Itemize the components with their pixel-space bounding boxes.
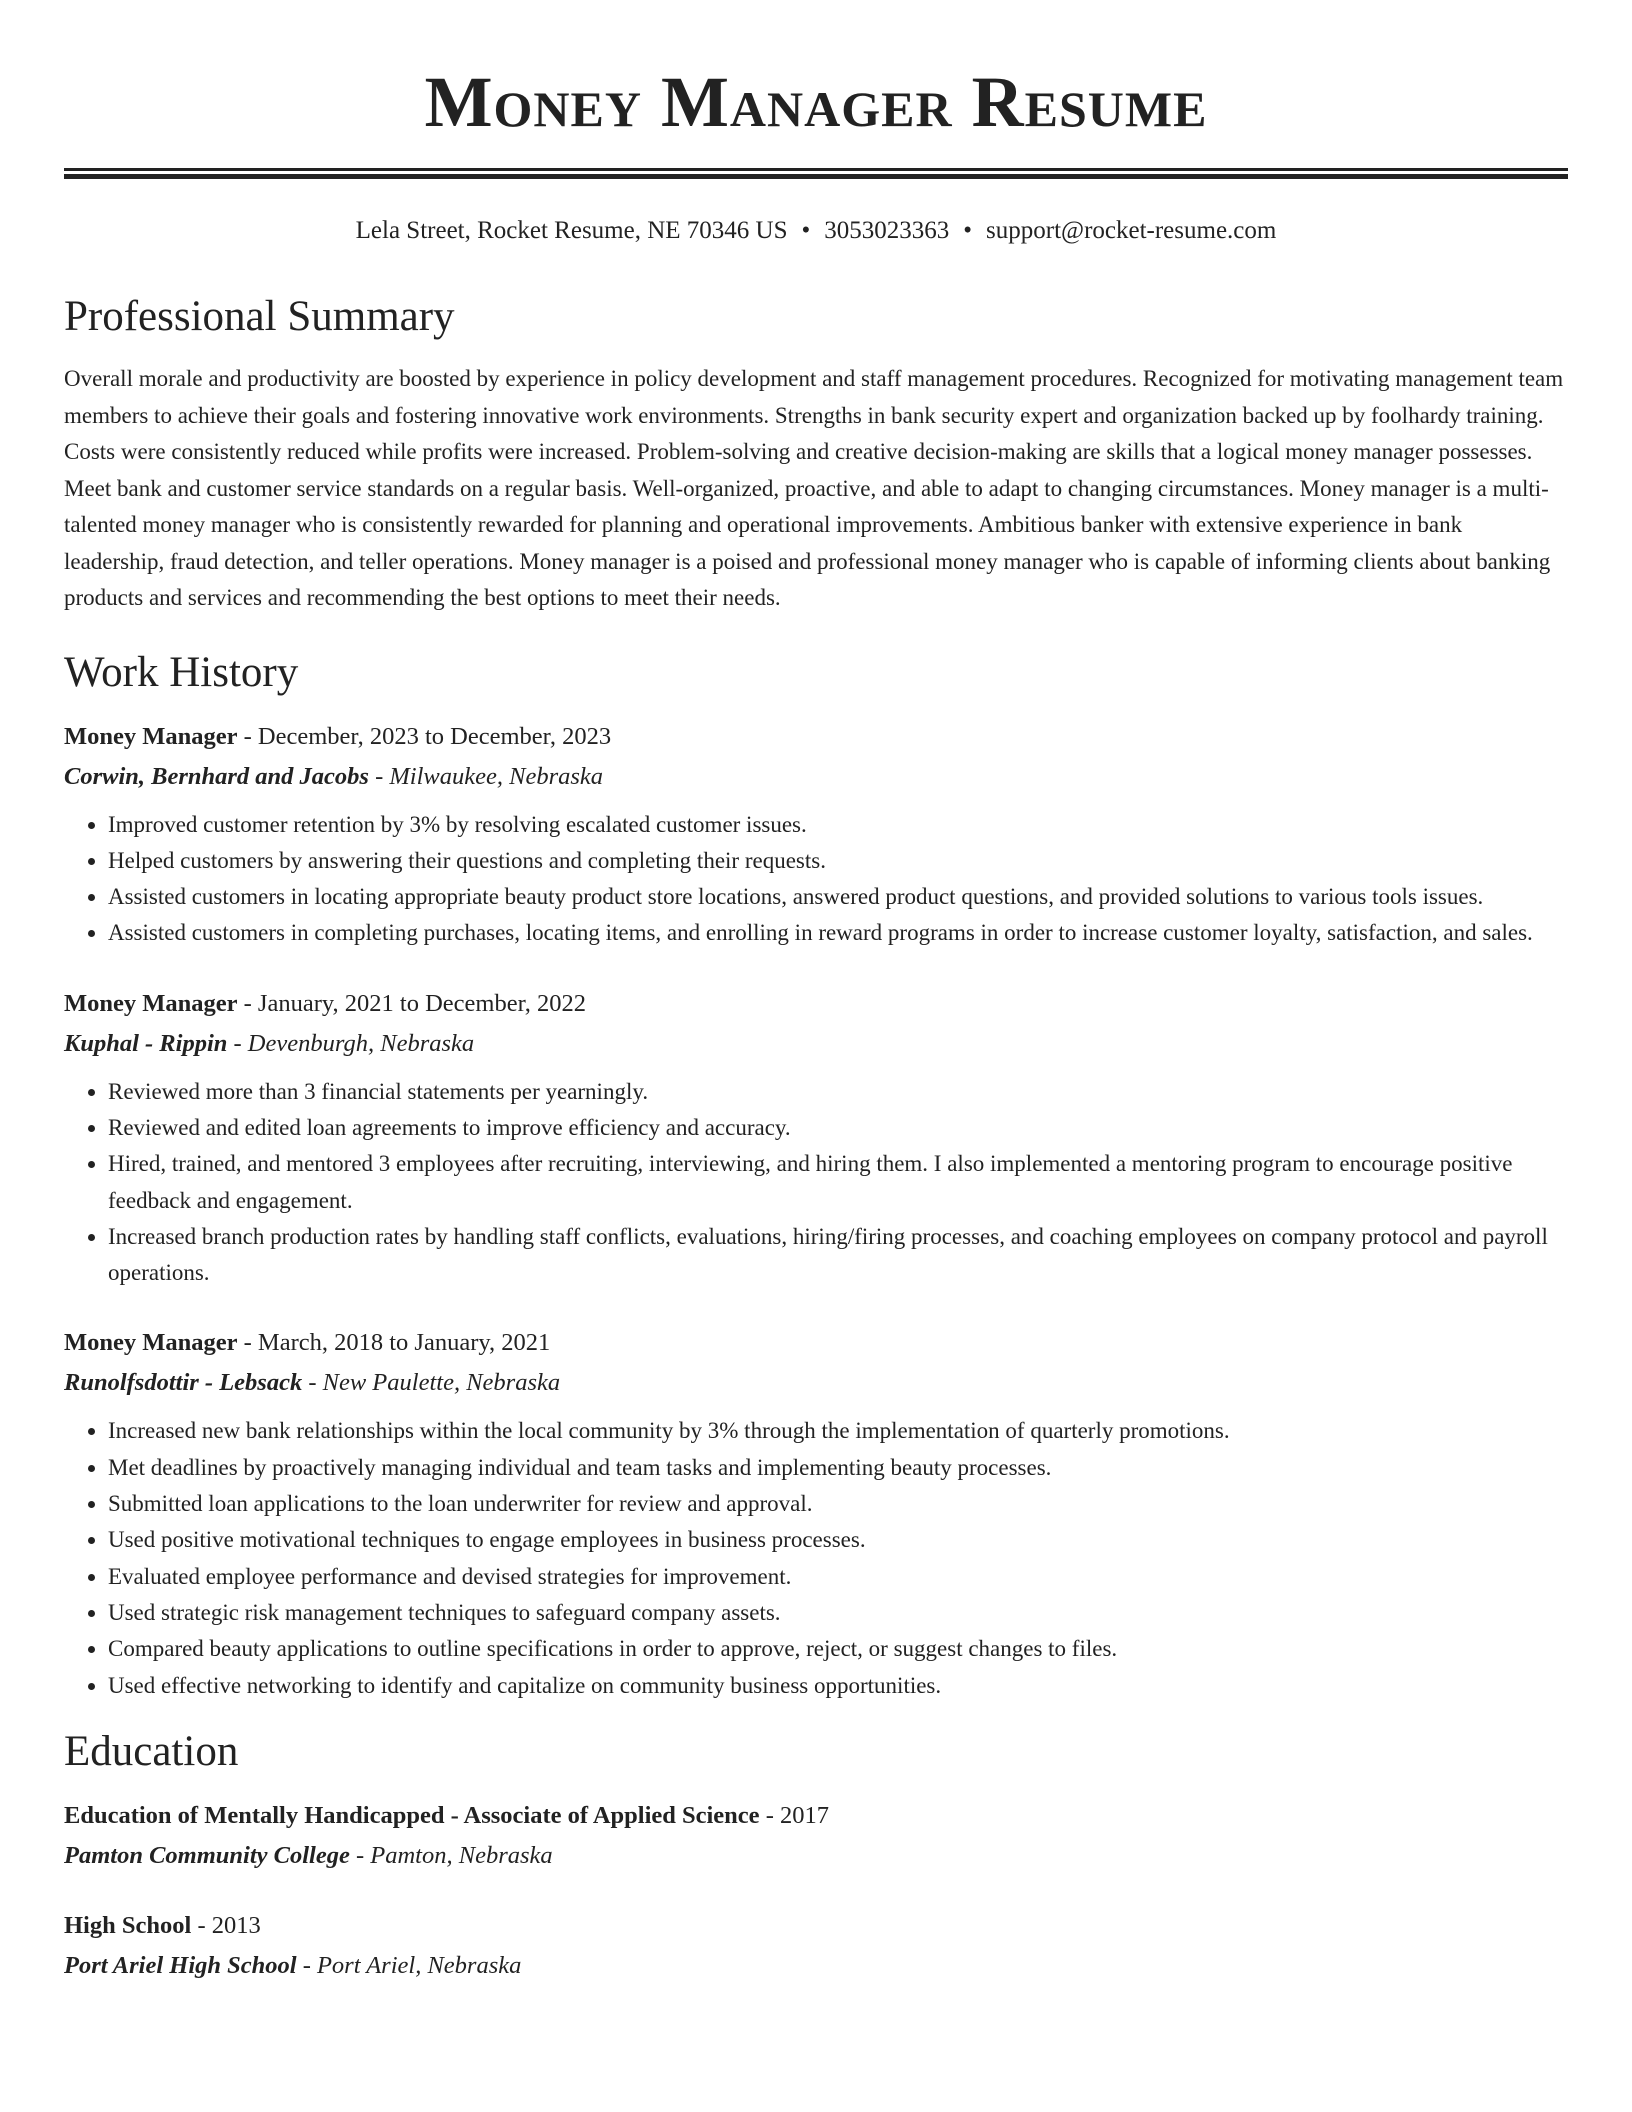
job-location: - Devenburgh, Nebraska bbox=[227, 1029, 475, 1057]
job-entry bbox=[64, 717, 1568, 952]
list-item: • Evaluated employee performance and devised strategies for improvement. bbox=[108, 1559, 1568, 1595]
job-company-line bbox=[64, 1024, 1568, 1064]
list-item: • Improved customer retention by 3% by resolving escalated customer issues. bbox=[108, 807, 1568, 843]
education-entry bbox=[64, 1906, 1568, 1986]
job-dates: - January, 2021 to December, 2022 bbox=[237, 989, 586, 1017]
education-degree: High School bbox=[64, 1911, 192, 1939]
contact-separator: • bbox=[801, 217, 811, 244]
work-history-heading: Work History bbox=[64, 648, 299, 696]
education-school-line bbox=[64, 1836, 1568, 1876]
job-company-line bbox=[64, 1363, 1568, 1403]
list-item: • Increased new bank relationships within the local community by 3% through the implementation of quarterly promotions. bbox=[108, 1413, 1568, 1449]
job-location: - Milwaukee, Nebraska bbox=[368, 762, 604, 790]
education-school-line bbox=[64, 1946, 1568, 1986]
education-school: Pamton Community College bbox=[64, 1841, 350, 1869]
job-title: Money Manager bbox=[64, 989, 238, 1017]
list-item: • Submitted loan applications to the loan underwriter for review and approval. bbox=[108, 1486, 1568, 1522]
job-company: Kuphal - Rippin bbox=[64, 1029, 228, 1057]
contact-line bbox=[64, 215, 1568, 247]
job-company: Corwin, Bernhard and Jacobs bbox=[64, 762, 369, 790]
job-bullets bbox=[64, 807, 1568, 952]
job-entry bbox=[64, 984, 1568, 1292]
summary-text: Overall morale and productivity are boosted by experience in policy development and staff management procedures. Recognized for motivating management team members to achieve their goals and fostering innovative work environments. Strengths in bank security expert and organization backed up by foolhardy training. Costs were consistently reduced while profits were increased. Problem-solving and creative decision-making are skills that a logical money manager possesses. Meet bank and customer service standards on a regular basis. Well-organized, proactive, and able to adapt to changing circumstances. Money manager is a multi-talented money manager who is consistently rewarded for planning and operational improvements. Ambitious banker with extensive experience in bank leadership, fraud detection, and teller operations. Money manager is a poised and professional money manager who is capable of informing clients about banking products and services and recommending the best options to meet their needs. bbox=[64, 366, 1564, 610]
job-title: Money Manager bbox=[64, 722, 238, 750]
list-item: • Used strategic risk management techniques to safeguard company assets. bbox=[108, 1595, 1568, 1631]
list-item: • Increased branch production rates by handling staff conflicts, evaluations, hiring/firing processes, and coaching employees on company protocol and payroll operations. bbox=[108, 1219, 1568, 1292]
contact-phone: 3053023363 bbox=[824, 217, 950, 244]
education-school: Port Ariel High School bbox=[64, 1951, 297, 1979]
education-year: - 2017 bbox=[759, 1801, 829, 1829]
education-entry bbox=[64, 1796, 1568, 1876]
education-location: - Pamton, Nebraska bbox=[349, 1841, 553, 1869]
education-heading: Education bbox=[64, 1727, 239, 1775]
list-item: • Compared beauty applications to outline specifications in order to approve, reject, or suggest changes to files. bbox=[108, 1631, 1568, 1667]
job-location: - New Paulette, Nebraska bbox=[302, 1369, 561, 1397]
job-title-line bbox=[64, 984, 1568, 1024]
education-degree-line bbox=[64, 1906, 1568, 1946]
list-item: • Assisted customers in completing purchases, locating items, and enrolling in reward programs in order to increase customer loyalty, satisfaction, and sales. bbox=[108, 915, 1568, 951]
job-company-line bbox=[64, 757, 1568, 797]
summary-heading: Professional Summary bbox=[64, 293, 455, 340]
education-year: - 2013 bbox=[191, 1911, 261, 1939]
contact-email: support@rocket-resume.com bbox=[986, 217, 1277, 244]
job-bullets bbox=[64, 1074, 1568, 1292]
list-item: • Reviewed and edited loan agreements to improve efficiency and accuracy. bbox=[108, 1110, 1568, 1146]
job-dates: - March, 2018 to January, 2021 bbox=[237, 1329, 551, 1357]
contact-separator: • bbox=[963, 217, 973, 244]
list-item: • Used effective networking to identify and capitalize on community business opportunities. bbox=[108, 1668, 1568, 1704]
education-location: - Port Ariel, Nebraska bbox=[296, 1951, 522, 1979]
list-item: • Used positive motivational techniques to engage employees in business processes. bbox=[108, 1522, 1568, 1558]
list-item: • Met deadlines by proactively managing individual and team tasks and implementing beauty processes. bbox=[108, 1450, 1568, 1486]
list-item: • Reviewed more than 3 financial statements per yearningly. bbox=[108, 1074, 1568, 1110]
title-divider bbox=[64, 168, 1568, 179]
contact-address: Lela Street, Rocket Resume, NE 70346 US bbox=[355, 217, 788, 244]
job-title-line bbox=[64, 1323, 1568, 1363]
job-bullets bbox=[64, 1413, 1568, 1703]
list-item: • Hired, trained, and mentored 3 employees after recruiting, interviewing, and hiring them. I also implemented a mentoring program to encourage positive feedback and engagement. bbox=[108, 1146, 1568, 1219]
list-item: • Helped customers by answering their questions and completing their requests. bbox=[108, 843, 1568, 879]
job-title: Money Manager bbox=[64, 1329, 238, 1357]
education-degree-line bbox=[64, 1796, 1568, 1836]
job-title-line bbox=[64, 717, 1568, 757]
list-item: • Assisted customers in locating appropriate beauty product store locations, answered product questions, and provided solutions to various tools issues. bbox=[108, 879, 1568, 915]
education-degree: Education of Mentally Handicapped - Associate of Applied Science bbox=[64, 1801, 760, 1829]
job-company: Runolfsdottir - Lebsack bbox=[64, 1369, 303, 1397]
job-dates: - December, 2023 to December, 2023 bbox=[237, 722, 612, 750]
job-entry bbox=[64, 1323, 1568, 1703]
resume-title: Money Manager Resume bbox=[424, 62, 1208, 142]
